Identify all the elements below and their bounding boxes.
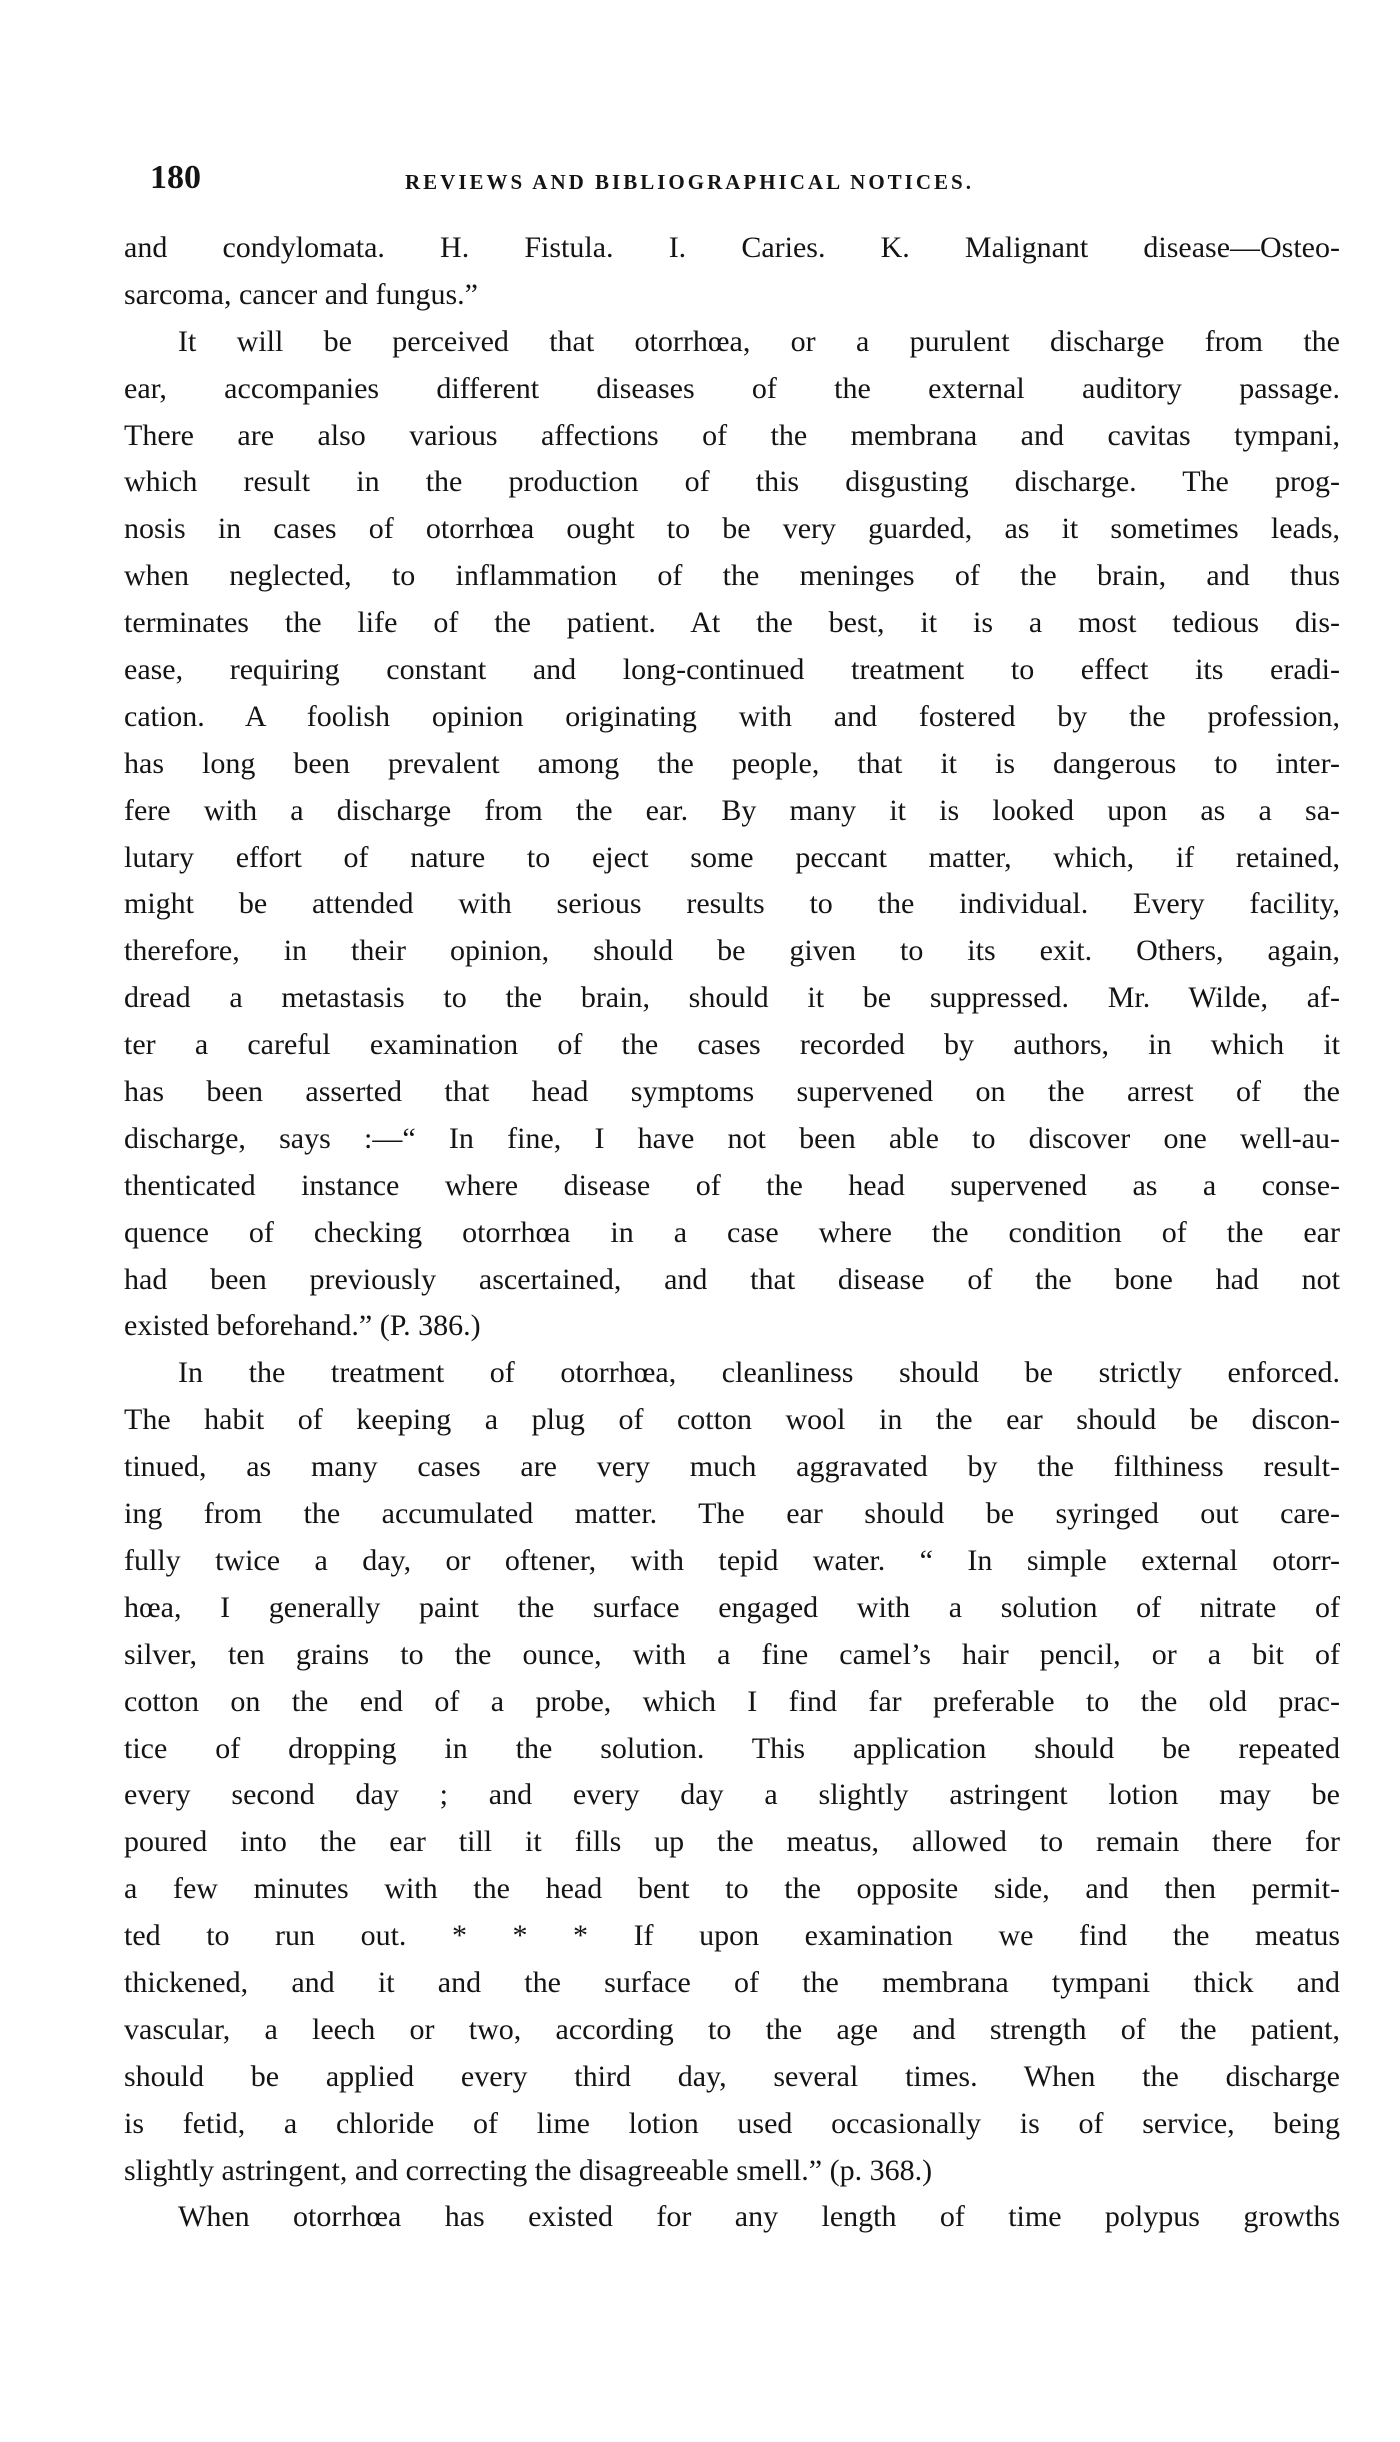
text-line: fere with a discharge from the ear. By many it is looked upon as a sa-	[124, 793, 1340, 827]
text-line: sarcoma, cancer and fungus.”	[124, 277, 478, 311]
text-line: There are also various affections of the membrana and cavitas tympani,	[124, 418, 1340, 452]
text-line: It will be perceived that otorrhœa, or a purulent discharge from the	[178, 324, 1340, 358]
running-title: REVIEWS AND BIBLIOGRAPHICAL NOTICES.	[405, 170, 974, 194]
text-line: thenticated instance where disease of the head supervened as a conse-	[124, 1168, 1340, 1202]
text-line: ing from the accumulated matter. The ear should be syringed out care-	[124, 1497, 1340, 1531]
text-line: nosis in cases of otorrhœa ought to be very guarded, as it sometimes leads,	[124, 512, 1340, 546]
text-line: In the treatment of otorrhœa, cleanliness should be strictly enforced.	[178, 1356, 1340, 1390]
text-line: tice of dropping in the solution. This application should be repeated	[124, 1731, 1340, 1765]
text-line: existed beforehand.” (P. 386.)	[124, 1309, 481, 1343]
text-line: ter a careful examination of the cases recorded by authors, in which it	[124, 1028, 1340, 1062]
text-line: slightly astringent, and correcting the disagreeable smell.” (p. 368.)	[124, 2153, 933, 2187]
text-line: therefore, in their opinion, should be given to its exit. Others, again,	[124, 934, 1340, 968]
text-line: cotton on the end of a probe, which I find far preferable to the old prac-	[124, 1684, 1340, 1718]
text-line: When otorrhœa has existed for any length of time polypus growths	[178, 2200, 1340, 2234]
text-line: poured into the ear till it fills up the meatus, allowed to remain there for	[124, 1825, 1340, 1859]
text-line: thickened, and it and the surface of the membrana tympani thick and	[124, 1965, 1340, 1999]
text-line: every second day ; and every day a slightly astringent lotion may be	[124, 1778, 1340, 1812]
text-line: ease, requiring constant and long-continued treatment to effect its eradi-	[124, 653, 1340, 687]
text-line: is fetid, a chloride of lime lotion used occasionally is of service, being	[124, 2106, 1340, 2140]
text-line: might be attended with serious results to the individual. Every facility,	[124, 887, 1340, 921]
text-line: tinued, as many cases are very much aggravated by the filthiness result-	[124, 1450, 1340, 1484]
text-line: terminates the life of the patient. At the best, it is a most tedious dis-	[124, 606, 1340, 640]
text-line: vascular, a leech or two, according to the age and strength of the patient,	[124, 2012, 1340, 2046]
page-number: 180	[150, 159, 201, 196]
text-line: quence of checking otorrhœa in a case where the condition of the ear	[124, 1215, 1340, 1249]
text-line: fully twice a day, or oftener, with tepid water. “ In simple external otorr-	[124, 1543, 1340, 1577]
text-line: discharge, says :—“ In fine, I have not been able to discover one well-au-	[124, 1121, 1340, 1155]
text-line: cation. A foolish opinion originating with and fostered by the profession,	[124, 699, 1340, 733]
text-line: should be applied every third day, several times. When the discharge	[124, 2059, 1340, 2093]
text-line: and condylomata. H. Fistula. I. Caries. K. Malignant disease—Osteo-	[124, 231, 1340, 264]
body-text	[124, 225, 1340, 2241]
text-line: which result in the production of this disgusting discharge. The prog-	[124, 465, 1340, 499]
text-line: silver, ten grains to the ounce, with a fine camel’s hair pencil, or a bit of	[124, 1637, 1340, 1671]
page-header	[150, 148, 1340, 208]
text-line: The habit of keeping a plug of cotton wool in the ear should be discon-	[124, 1403, 1340, 1437]
text-line: has been asserted that head symptoms supervened on the arrest of the	[124, 1075, 1340, 1109]
text-line: a few minutes with the head bent to the opposite side, and then permit-	[124, 1872, 1340, 1906]
text-line: hœa, I generally paint the surface engaged with a solution of nitrate of	[124, 1590, 1340, 1624]
text-line: had been previously ascertained, and that disease of the bone had not	[124, 1262, 1340, 1296]
text-line: ear, accompanies different diseases of the external auditory passage.	[124, 371, 1340, 405]
text-line: ted to run out. * * * If upon examination we find the meatus	[124, 1919, 1340, 1953]
text-line: has long been prevalent among the people, that it is dangerous to inter-	[124, 746, 1340, 780]
text-line: when neglected, to inflammation of the meninges of the brain, and thus	[124, 559, 1340, 593]
text-line: dread a metastasis to the brain, should it be suppressed. Mr. Wilde, af-	[124, 981, 1340, 1015]
text-line: lutary effort of nature to eject some peccant matter, which, if retained,	[124, 840, 1340, 874]
